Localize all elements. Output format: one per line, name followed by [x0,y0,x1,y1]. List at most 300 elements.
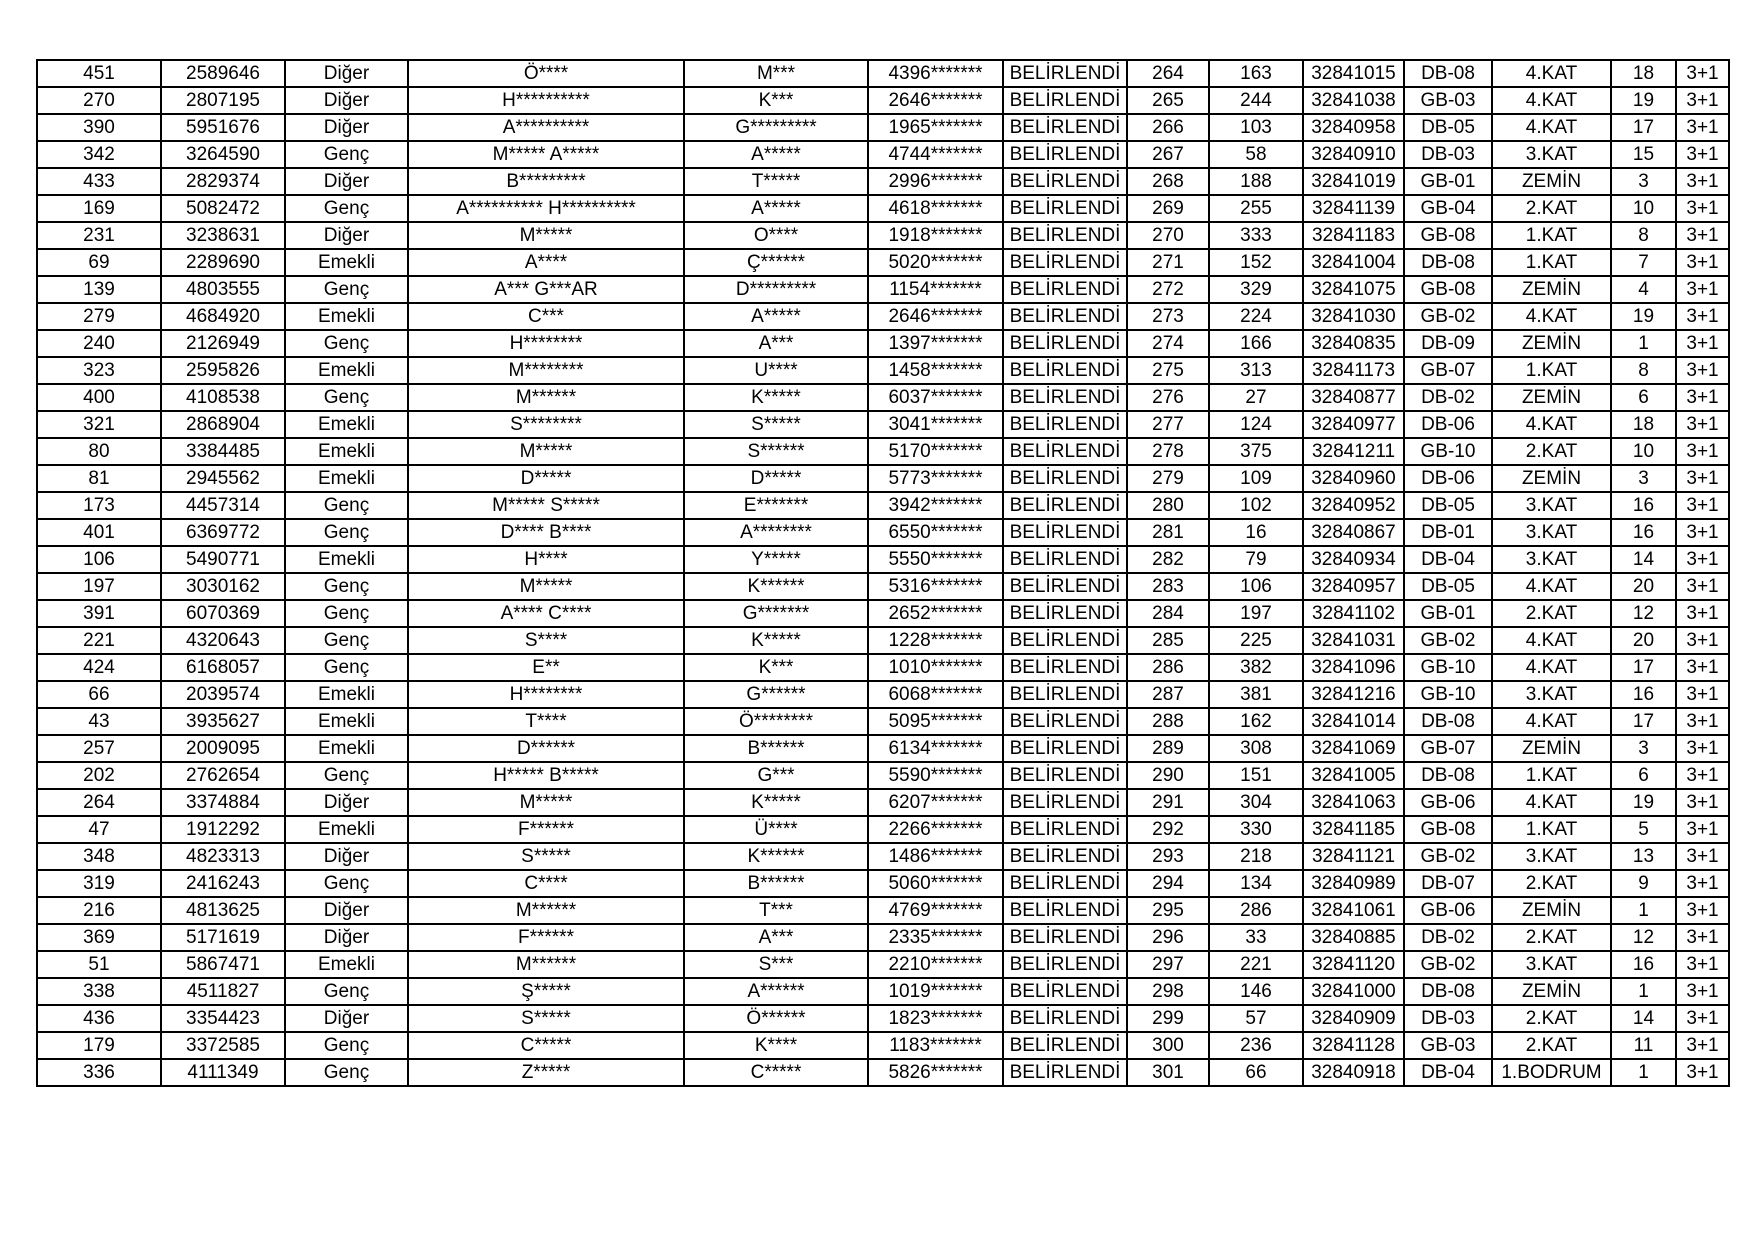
table-cell: 32841030 [1303,303,1404,330]
table-cell: BELİRLENDİ [1003,276,1127,303]
table-cell: 1019******* [868,978,1003,1005]
table-cell: 3+1 [1676,843,1729,870]
table-cell: 286 [1209,897,1303,924]
table-cell: 375 [1209,438,1303,465]
table-cell: 3+1 [1676,168,1729,195]
table-cell: 1.BODRUM [1492,1059,1611,1086]
table-cell: 1.KAT [1492,762,1611,789]
table-cell: G********* [684,114,868,141]
table-cell: 282 [1127,546,1209,573]
table-cell: 2807195 [161,87,285,114]
table-cell: C***** [408,1032,684,1059]
table-cell: 244 [1209,87,1303,114]
table-cell: GB-04 [1404,195,1492,222]
table-cell: BELİRLENDİ [1003,87,1127,114]
table-cell: 32840885 [1303,924,1404,951]
table-cell: 1183******* [868,1032,1003,1059]
table-cell: 3264590 [161,141,285,168]
table-cell: S***** [684,411,868,438]
table-cell: A***** [684,141,868,168]
table-cell: 224 [1209,303,1303,330]
table-row [37,843,1729,870]
table-cell: 146 [1209,978,1303,1005]
table-cell: GB-01 [1404,600,1492,627]
table-row [37,897,1729,924]
table-cell: GB-10 [1404,654,1492,681]
table-cell: 308 [1209,735,1303,762]
table-cell: 32841031 [1303,627,1404,654]
table-cell: 14 [1611,1005,1676,1032]
table-cell: Genç [285,1059,408,1086]
table-cell: 3.KAT [1492,681,1611,708]
table-cell: 19 [1611,87,1676,114]
table-cell: 240 [37,330,161,357]
table-cell: 4769******* [868,897,1003,924]
table-cell: 3+1 [1676,411,1729,438]
table-cell: E******* [684,492,868,519]
table-cell: DB-02 [1404,924,1492,951]
table-cell: DB-02 [1404,384,1492,411]
table-cell: 297 [1127,951,1209,978]
table-cell: GB-01 [1404,168,1492,195]
table-cell: M***** A***** [408,141,684,168]
table-cell: M*** [684,60,868,87]
table-cell: 5020******* [868,249,1003,276]
table-cell: Diğer [285,114,408,141]
table-cell: DB-08 [1404,978,1492,1005]
table-cell: 266 [1127,114,1209,141]
table-cell: 338 [37,978,161,1005]
table-cell: 304 [1209,789,1303,816]
table-cell: 32840910 [1303,141,1404,168]
table-cell: 5550******* [868,546,1003,573]
table-cell: DB-03 [1404,1005,1492,1032]
table-cell: 19 [1611,789,1676,816]
table-cell: G****** [684,681,868,708]
table-cell: 1.KAT [1492,816,1611,843]
table-cell: 3+1 [1676,438,1729,465]
table-cell: 5170******* [868,438,1003,465]
table-cell: 2.KAT [1492,1005,1611,1032]
table-cell: 4684920 [161,303,285,330]
table-cell: ZEMİN [1492,897,1611,924]
table-cell: 4.KAT [1492,627,1611,654]
table-row [37,816,1729,843]
table-cell: 19 [1611,303,1676,330]
table-cell: 4.KAT [1492,789,1611,816]
table-cell: Genç [285,330,408,357]
table-row [37,438,1729,465]
table-cell: 265 [1127,87,1209,114]
table-cell: 3+1 [1676,357,1729,384]
table-cell: 10 [1611,438,1676,465]
table-cell: 3.KAT [1492,546,1611,573]
table-cell: BELİRLENDİ [1003,492,1127,519]
table-cell: 2009095 [161,735,285,762]
table-cell: 451 [37,60,161,87]
table-cell: 3+1 [1676,1005,1729,1032]
table-cell: 3+1 [1676,708,1729,735]
table-cell: 3+1 [1676,681,1729,708]
table-cell: ZEMİN [1492,384,1611,411]
table-cell: BELİRLENDİ [1003,654,1127,681]
table-cell: Z***** [408,1059,684,1086]
table-cell: 3+1 [1676,384,1729,411]
table-cell: DB-08 [1404,762,1492,789]
table-cell: 284 [1127,600,1209,627]
table-cell: GB-02 [1404,303,1492,330]
table-cell: 3+1 [1676,600,1729,627]
table-cell: GB-10 [1404,438,1492,465]
table-cell: K**** [684,1032,868,1059]
table-cell: 218 [1209,843,1303,870]
table-cell: K***** [684,789,868,816]
table-cell: BELİRLENDİ [1003,114,1127,141]
table-cell: 32841183 [1303,222,1404,249]
table-cell: 4813625 [161,897,285,924]
table-cell: 255 [1209,195,1303,222]
table-cell: 173 [37,492,161,519]
table-cell: Genç [285,654,408,681]
table-cell: BELİRLENDİ [1003,411,1127,438]
table-cell: A***** [684,303,868,330]
table-cell: G******* [684,600,868,627]
table-cell: 3+1 [1676,1059,1729,1086]
table-cell: 4320643 [161,627,285,654]
table-cell: GB-10 [1404,681,1492,708]
table-cell: 369 [37,924,161,951]
table-cell: 17 [1611,114,1676,141]
table-row [37,411,1729,438]
table-cell: 2868904 [161,411,285,438]
table-cell: 4511827 [161,978,285,1005]
table-cell: 272 [1127,276,1209,303]
table-cell: 391 [37,600,161,627]
table-cell: 3+1 [1676,195,1729,222]
table-cell: 3.KAT [1492,141,1611,168]
table-cell: 32841121 [1303,843,1404,870]
table-cell: ZEMİN [1492,168,1611,195]
table-row [37,762,1729,789]
table-cell: 329 [1209,276,1303,303]
table-cell: 4823313 [161,843,285,870]
table-cell: 268 [1127,168,1209,195]
table-cell: Diğer [285,897,408,924]
table-cell: 16 [1611,951,1676,978]
table-cell: 285 [1127,627,1209,654]
table-cell: BELİRLENDİ [1003,357,1127,384]
table-cell: 32841000 [1303,978,1404,1005]
table-cell: 3+1 [1676,735,1729,762]
table-cell: 152 [1209,249,1303,276]
table-cell: 275 [1127,357,1209,384]
table-row [37,627,1729,654]
table-cell: M***** S***** [408,492,684,519]
table-cell: 225 [1209,627,1303,654]
table-cell: BELİRLENDİ [1003,546,1127,573]
table-cell: A*** [684,924,868,951]
table-cell: 1 [1611,330,1676,357]
table-cell: 2.KAT [1492,195,1611,222]
table-cell: 3935627 [161,708,285,735]
table-cell: M***** [408,438,684,465]
table-cell: 106 [37,546,161,573]
table-cell: 5590******* [868,762,1003,789]
table-cell: 109 [1209,465,1303,492]
table-cell: 3942******* [868,492,1003,519]
table-cell: 2652******* [868,600,1003,627]
table-cell: Emekli [285,249,408,276]
table-cell: K****** [684,843,868,870]
table-cell: BELİRLENDİ [1003,330,1127,357]
table-cell: K***** [684,627,868,654]
table-cell: 6068******* [868,681,1003,708]
table-cell: GB-02 [1404,627,1492,654]
table-row [37,978,1729,1005]
table-cell: 1 [1611,897,1676,924]
table-cell: 58 [1209,141,1303,168]
table-cell: 32841061 [1303,897,1404,924]
table-cell: 336 [37,1059,161,1086]
table-cell: Emekli [285,465,408,492]
table-cell: 3372585 [161,1032,285,1059]
table-cell: 32841120 [1303,951,1404,978]
table-cell: F****** [408,816,684,843]
table-cell: 124 [1209,411,1303,438]
table-cell: Diğer [285,924,408,951]
table-cell: 32840957 [1303,573,1404,600]
table-cell: 236 [1209,1032,1303,1059]
table-cell: BELİRLENDİ [1003,870,1127,897]
table-cell: 66 [1209,1059,1303,1086]
table-cell: Diğer [285,1005,408,1032]
table-cell: 291 [1127,789,1209,816]
table-cell: H**** [408,546,684,573]
table-cell: 6037******* [868,384,1003,411]
table-cell: A*** G***AR [408,276,684,303]
table-cell: BELİRLENDİ [1003,222,1127,249]
table-cell: 300 [1127,1032,1209,1059]
table-cell: Emekli [285,546,408,573]
table-cell: A**** [408,249,684,276]
table-cell: Ç****** [684,249,868,276]
table-cell: 2646******* [868,303,1003,330]
table-cell: 179 [37,1032,161,1059]
table-cell: M****** [408,897,684,924]
table-cell: 3+1 [1676,60,1729,87]
table-cell: 3 [1611,735,1676,762]
table-cell: 436 [37,1005,161,1032]
table-cell: O**** [684,222,868,249]
table-cell: A********** [408,114,684,141]
table-cell: DB-07 [1404,870,1492,897]
table-cell: 278 [1127,438,1209,465]
table-cell: 348 [37,843,161,870]
table-cell: DB-08 [1404,249,1492,276]
table-cell: 280 [1127,492,1209,519]
table-cell: 3+1 [1676,978,1729,1005]
table-cell: 3+1 [1676,870,1729,897]
table-cell: 3 [1611,465,1676,492]
table-cell: Genç [285,1032,408,1059]
table-cell: 3+1 [1676,222,1729,249]
table-cell: BELİRLENDİ [1003,60,1127,87]
table-cell: 4108538 [161,384,285,411]
table-cell: Emekli [285,438,408,465]
table-cell: 80 [37,438,161,465]
table-cell: DB-08 [1404,708,1492,735]
table-cell: 4457314 [161,492,285,519]
table-cell: BELİRLENDİ [1003,573,1127,600]
table-cell: C**** [408,870,684,897]
table-cell: A*** [684,330,868,357]
table-cell: S*** [684,951,868,978]
table-cell: BELİRLENDİ [1003,978,1127,1005]
table-row [37,384,1729,411]
table-cell: 3+1 [1676,1032,1729,1059]
table-cell: DB-05 [1404,492,1492,519]
table-cell: 276 [1127,384,1209,411]
table-cell: 134 [1209,870,1303,897]
table-cell: T*** [684,897,868,924]
table-cell: F****** [408,924,684,951]
table-cell: C*** [408,303,684,330]
table-cell: 400 [37,384,161,411]
table-cell: U**** [684,357,868,384]
table-cell: K*** [684,654,868,681]
table-cell: 381 [1209,681,1303,708]
table-cell: 1486******* [868,843,1003,870]
table-cell: B****** [684,870,868,897]
table-cell: 32841096 [1303,654,1404,681]
table-cell: Genç [285,627,408,654]
table-cell: 288 [1127,708,1209,735]
table-cell: 382 [1209,654,1303,681]
table-cell: 279 [1127,465,1209,492]
table-cell: 294 [1127,870,1209,897]
table-cell: 1 [1611,1059,1676,1086]
table-cell: 267 [1127,141,1209,168]
table-cell: BELİRLENDİ [1003,195,1127,222]
table-cell: 32841063 [1303,789,1404,816]
table-cell: 6550******* [868,519,1003,546]
table-cell: Emekli [285,357,408,384]
table-cell: C***** [684,1059,868,1086]
table-cell: BELİRLENDİ [1003,816,1127,843]
table-cell: 32841015 [1303,60,1404,87]
table-cell: GB-08 [1404,816,1492,843]
table-row [37,168,1729,195]
table-cell: 2.KAT [1492,438,1611,465]
table-cell: DB-04 [1404,546,1492,573]
table-cell: 6 [1611,384,1676,411]
table-cell: BELİRLENDİ [1003,1059,1127,1086]
table-cell: Emekli [285,735,408,762]
table-cell: Ü**** [684,816,868,843]
table-cell: 323 [37,357,161,384]
table-cell: DB-08 [1404,60,1492,87]
table-row [37,546,1729,573]
table-cell: 281 [1127,519,1209,546]
table-row [37,951,1729,978]
table-cell: 27 [1209,384,1303,411]
table-cell: 269 [1127,195,1209,222]
table-cell: 79 [1209,546,1303,573]
table-cell: K****** [684,573,868,600]
table-cell: T**** [408,708,684,735]
table-cell: 32840918 [1303,1059,1404,1086]
table-cell: Ş***** [408,978,684,1005]
table-cell: 5 [1611,816,1676,843]
table-cell: 2.KAT [1492,870,1611,897]
table-cell: M***** [408,573,684,600]
table-cell: 342 [37,141,161,168]
table-cell: 3030162 [161,573,285,600]
table-cell: 3+1 [1676,654,1729,681]
table-cell: 6369772 [161,519,285,546]
table-cell: 3+1 [1676,762,1729,789]
table-row [37,222,1729,249]
table-cell: 32840952 [1303,492,1404,519]
table-cell: 1397******* [868,330,1003,357]
table-cell: 2829374 [161,168,285,195]
table-cell: 6207******* [868,789,1003,816]
table-cell: 2416243 [161,870,285,897]
table-cell: 3+1 [1676,249,1729,276]
table-cell: 3+1 [1676,465,1729,492]
table-row [37,681,1729,708]
table-cell: 32840934 [1303,546,1404,573]
table-cell: D***** [408,465,684,492]
table-cell: 32841038 [1303,87,1404,114]
table-cell: 32841019 [1303,168,1404,195]
table-cell: Genç [285,195,408,222]
table-cell: S******** [408,411,684,438]
table-row [37,1032,1729,1059]
table-cell: 3+1 [1676,951,1729,978]
table-cell: 16 [1209,519,1303,546]
table-cell: 5095******* [868,708,1003,735]
table-cell: H***** B***** [408,762,684,789]
table-cell: 1918******* [868,222,1003,249]
table-cell: 32841069 [1303,735,1404,762]
table-cell: 221 [1209,951,1303,978]
table-cell: 3+1 [1676,897,1729,924]
table-cell: 5171619 [161,924,285,951]
table-cell: DB-01 [1404,519,1492,546]
table-cell: 286 [1127,654,1209,681]
table-cell: 13 [1611,843,1676,870]
table-cell: 139 [37,276,161,303]
table-cell: 3+1 [1676,789,1729,816]
table-cell: BELİRLENDİ [1003,438,1127,465]
table-cell: 197 [1209,600,1303,627]
table-row [37,1005,1729,1032]
table-cell: 32840909 [1303,1005,1404,1032]
table-cell: 197 [37,573,161,600]
table-cell: 81 [37,465,161,492]
table-cell: 4396******* [868,60,1003,87]
table-cell: 3041******* [868,411,1003,438]
table-cell: D***** [684,465,868,492]
table-cell: 3+1 [1676,276,1729,303]
table-cell: 11 [1611,1032,1676,1059]
table-cell: 10 [1611,195,1676,222]
table-cell: BELİRLENDİ [1003,303,1127,330]
table-row [37,195,1729,222]
table-cell: 298 [1127,978,1209,1005]
table-cell: A***** [684,195,868,222]
